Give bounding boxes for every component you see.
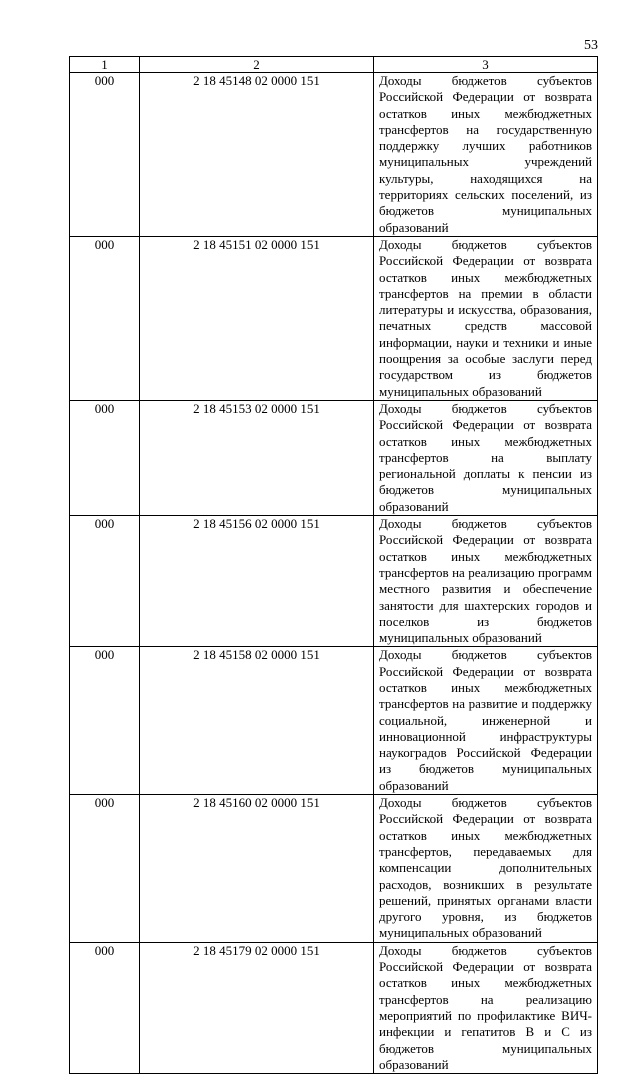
admin-code-cell: 000 xyxy=(70,795,140,943)
admin-code-cell: 000 xyxy=(70,400,140,515)
description-cell: Доходы бюджетов субъектов Российской Федерации от возврата остатков иных межбюджетных трансфертов на премии в области литературы и искусства, образования, печатных средств массовой информации, науки и техники и иные поощрения за особые заслуги перед государством из бюджетов муниципальных образований xyxy=(374,236,598,400)
budget-code-cell: 2 18 45160 02 0000 151 xyxy=(140,795,374,943)
table-row xyxy=(70,73,598,237)
table-row xyxy=(70,647,598,795)
admin-code-cell: 000 xyxy=(70,516,140,647)
description-cell: Доходы бюджетов субъектов Российской Федерации от возврата остатков иных межбюджетных трансфертов на реализацию мероприятий по профилактике ВИЧ-инфекции и гепатитов B и C из бюджетов муниципальных образований xyxy=(374,942,598,1073)
table-row xyxy=(70,795,598,943)
admin-code-cell: 000 xyxy=(70,647,140,795)
admin-code-cell: 000 xyxy=(70,73,140,237)
table-row xyxy=(70,516,598,647)
admin-code-cell: 000 xyxy=(70,942,140,1073)
page-number: 53 xyxy=(584,38,598,53)
table-row xyxy=(70,942,598,1073)
description-cell: Доходы бюджетов субъектов Российской Федерации от возврата остатков иных межбюджетных трансфертов на реализацию программ местного развития и обеспечение занятости для шахтерских городов и поселков из бюджетов муниципальных образований xyxy=(374,516,598,647)
budget-code-cell: 2 18 45153 02 0000 151 xyxy=(140,400,374,515)
column-header-1: 1 xyxy=(70,57,140,73)
table-header-row xyxy=(70,57,598,73)
admin-code-cell: 000 xyxy=(70,236,140,400)
description-cell: Доходы бюджетов субъектов Российской Федерации от возврата остатков иных межбюджетных трансфертов, передаваемых для компенсации дополнительных расходов, возникших в результате решений, принятых органами власти другого уровня, из бюджетов муниципальных образований xyxy=(374,795,598,943)
budget-code-cell: 2 18 45179 02 0000 151 xyxy=(140,942,374,1073)
table-row xyxy=(70,236,598,400)
description-cell: Доходы бюджетов субъектов Российской Федерации от возврата остатков иных межбюджетных трансфертов на государственную поддержку лучших работников муниципальных учреждений культуры, находящихся на территориях сельских поселений, из бюджетов муниципальных образований xyxy=(374,73,598,237)
description-cell: Доходы бюджетов субъектов Российской Федерации от возврата остатков иных межбюджетных трансфертов на развитие и поддержку социальной, инженерной и инновационной инфраструктуры наукоградов Российской Федерации из бюджетов муниципальных образований xyxy=(374,647,598,795)
budget-code-cell: 2 18 45151 02 0000 151 xyxy=(140,236,374,400)
budget-code-cell: 2 18 45156 02 0000 151 xyxy=(140,516,374,647)
budget-code-cell: 2 18 45158 02 0000 151 xyxy=(140,647,374,795)
description-cell: Доходы бюджетов субъектов Российской Федерации от возврата остатков иных межбюджетных трансфертов на выплату региональной доплаты к пенсии из бюджетов муниципальных образований xyxy=(374,400,598,515)
budget-codes-table xyxy=(69,56,598,1074)
table-row xyxy=(70,400,598,515)
budget-code-cell: 2 18 45148 02 0000 151 xyxy=(140,73,374,237)
column-header-2: 2 xyxy=(140,57,374,73)
column-header-3: 3 xyxy=(374,57,598,73)
